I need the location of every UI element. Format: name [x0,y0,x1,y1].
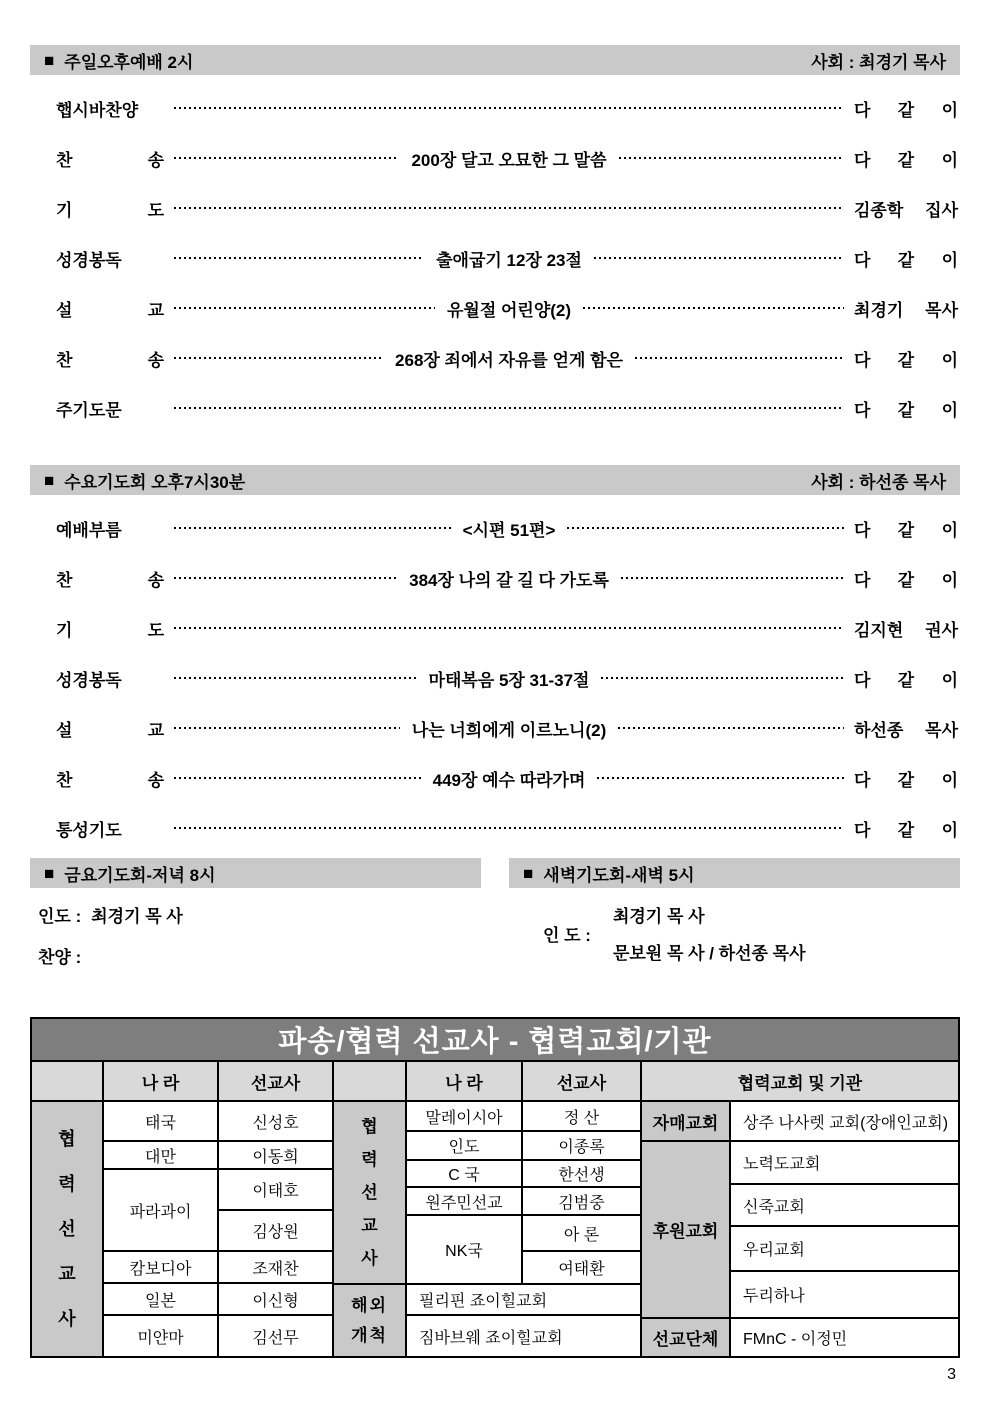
leader-name: 문보원 목 사 / 하선종 목사 [612,944,806,963]
missionary-cell: 조재찬 [219,1252,334,1284]
header-country-a: 나 라 [104,1062,219,1102]
service-item-value: 다 같 이 [854,250,959,270]
missionary-cell: 아 론 [523,1216,642,1252]
service-item [30,83,960,133]
dotted-leader [174,527,451,529]
dotted-leader [174,157,399,159]
dotted-leader [635,357,844,359]
service-item-value: 최경기 목사 [854,300,959,320]
service-item-label: 주기도문 [56,400,122,420]
dotted-leader [597,777,844,779]
partner-value-cell: 노력도교회 [731,1142,958,1185]
service-item-label: 찬 송 [56,150,164,170]
dotted-leader [174,577,397,579]
service-item-label: 기 도 [56,200,164,220]
leader-name: 최경기 목 사 [91,907,183,926]
mission-table-body [32,1102,958,1356]
partner-value-cell: 두리하나 [731,1272,958,1319]
service-item [30,553,960,603]
service-item-center: 출애굽기 12장 23절 [436,250,582,270]
missionary-cell: 김상원 [219,1211,334,1252]
dotted-leader [174,307,435,309]
praise-label: 찬양 : [38,948,82,967]
service-item-label: 통성기도 [56,820,122,840]
dotted-leader [174,107,844,109]
service-item-value: 다 같 이 [854,670,959,690]
missionary-cell: 김선무 [219,1316,334,1356]
dotted-leader [174,677,417,679]
dotted-leader [174,727,400,729]
friday-leader-line [38,902,481,927]
leader-name: 최경기 목 사 [612,907,705,926]
header-country-b: 나 라 [407,1062,523,1102]
dotted-leader [618,727,844,729]
group-b-label: 협력선교사 [334,1102,407,1285]
leader-label: 인도 : [38,907,82,926]
service-item-label: 찬 송 [56,570,164,590]
mission-table-header [32,1062,958,1102]
service-item-label: 성경봉독 [56,670,122,690]
dawn-leader-lines [613,902,806,964]
service-item-center: 384장 나의 갈 길 다 가도록 [409,570,609,590]
service-item-label: 예배부름 [56,520,122,540]
section-title-group [44,468,245,493]
missionary-cell: 이종록 [523,1132,642,1161]
service-item [30,503,960,553]
service-item-label: 찬 송 [56,350,164,370]
service-item-value: 다 같 이 [854,400,958,420]
country-cell: 캄보디아 [104,1252,219,1284]
section-marker-icon: ■ [44,470,55,490]
header-blank-a [32,1062,104,1102]
section-title: 금요기도회-저녁 8시 [64,865,216,885]
partner-category-cell: 선교단체 [642,1319,731,1356]
dotted-leader [174,827,844,829]
service-item [30,653,960,703]
prayer-meetings-row [30,858,960,984]
partner-value-cell: 신죽교회 [731,1185,958,1227]
dotted-leader [621,577,844,579]
planting-church-cell: 필리핀 죠이힐교회 [407,1285,642,1316]
section-title: 수요기도회 오후7시30분 [64,472,246,492]
section-title-group [44,861,216,886]
dotted-leader [174,627,844,629]
service-item [30,383,960,433]
service-item [30,283,960,333]
missionary-group-a [32,1102,334,1356]
dawn-prayer-box [509,858,960,984]
country-cell: NK국 [407,1216,523,1285]
service-item-label: 찬 송 [56,770,164,790]
dawn-prayer-content [509,888,960,964]
service-item-label: 햅시바찬양 [56,100,139,120]
header-partner: 협력교회 및 기관 [642,1062,958,1102]
section-header-dawn-prayer [509,858,960,888]
header-blank-b [334,1062,407,1102]
section-title: 주일오후예배 2시 [64,52,194,72]
section-marker-icon: ■ [523,863,534,883]
missionary-cell: 한선생 [523,1161,642,1188]
country-cell: 원주민선교 [407,1188,523,1216]
sunday-afternoon-service-list [30,75,960,433]
service-item-center: 마태복음 5장 31-37절 [428,670,590,690]
partner-category-cell: 후원교회 [642,1142,731,1319]
planting-church-cell: 짐바브웨 죠이힐교회 [407,1316,642,1356]
missionary-cell: 이동희 [219,1142,334,1170]
service-item [30,183,960,233]
country-cell: 태국 [104,1102,219,1142]
service-item-center: 나는 너희에게 이르노니(2) [411,720,607,740]
partner-group [642,1102,958,1356]
missionary-group-b [334,1102,642,1356]
service-item-label: 설 교 [56,300,164,320]
wednesday-prayer-service-list [30,495,960,853]
mission-table-title: 파송/협력 선교사 - 협력교회/기관 [32,1019,958,1062]
country-cell: 파라과이 [104,1170,219,1252]
service-item-value: 다 같 이 [854,150,958,170]
country-cell: 인도 [407,1132,523,1161]
dotted-leader [583,307,844,309]
service-item [30,133,960,183]
service-item-value: 하선종 목사 [854,720,959,740]
service-item [30,333,960,383]
service-item-center: 유월절 어린양(2) [446,300,572,320]
section-presider: 사회 : 최경기 목사 [811,52,946,72]
dotted-leader [594,257,844,259]
header-missionary-b: 선교사 [523,1062,642,1102]
missionary-cell: 김범중 [523,1188,642,1216]
dotted-leader [619,157,844,159]
service-item-value: 김지현 권사 [854,620,958,640]
service-item-value: 다 같 이 [854,820,958,840]
service-item-center: 449장 예수 따라가며 [432,770,586,790]
partner-value-cell: 우리교회 [731,1227,958,1272]
section-title-group [523,861,695,886]
country-cell: C 국 [407,1161,523,1188]
missionary-cell: 여태환 [523,1252,642,1285]
partner-value-cell: 상주 나사렛 교회(장애인교회) [731,1102,958,1142]
missionary-cell: 이신형 [219,1284,334,1316]
service-item [30,233,960,283]
header-missionary-a: 선교사 [219,1062,334,1102]
missionary-cell: 신성호 [219,1102,334,1142]
service-item-value: 다 같 이 [854,100,958,120]
service-item [30,753,960,803]
section-presider: 사회 : 하선종 목사 [811,472,946,492]
friday-prayer-box [30,858,481,984]
service-item-center: 200장 달고 오묘한 그 말씀 [411,150,607,170]
dotted-leader [174,357,383,359]
missionary-cell: 이태호 [219,1170,334,1211]
group-a-label: 협력선교사 [32,1102,104,1356]
dotted-leader [601,677,844,679]
dotted-leader [174,257,424,259]
service-item-center: <시편 51편> [462,520,556,540]
country-cell: 일본 [104,1284,219,1316]
service-item-center: 268장 죄에서 자유를 얻게 함은 [395,350,623,370]
dotted-leader [174,777,421,779]
section-header-sunday-afternoon [30,45,960,75]
section-header-wednesday-prayer [30,465,960,495]
service-item-value: 다 같 이 [854,770,959,790]
missionary-cell: 정 산 [523,1102,642,1132]
friday-prayer-content [30,888,481,968]
dotted-leader [174,207,844,209]
service-item-label: 성경봉독 [56,250,122,270]
friday-praise-line [38,943,481,968]
leader-label: 인 도 : [543,925,591,945]
dotted-leader [567,527,844,529]
service-item [30,603,960,653]
country-cell: 대만 [104,1142,219,1170]
section-marker-icon: ■ [44,50,55,70]
service-item [30,703,960,753]
partner-value-cell: FMnC - 이정민 [743,1331,848,1348]
partner-category-cell: 자매교회 [642,1102,731,1142]
page-number: 3 [947,1366,956,1383]
section-title-group [44,48,193,73]
section-header-friday-prayer [30,858,481,888]
dotted-leader [174,407,844,409]
country-cell: 미얀마 [104,1316,219,1356]
service-item-label: 설 교 [56,720,164,740]
group-b-label2: 해외개척 [334,1285,407,1356]
service-item-value: 다 같 이 [854,570,958,590]
service-item-label: 기 도 [56,620,164,640]
service-item-value: 다 같 이 [854,350,958,370]
mission-table [30,1017,960,1358]
country-cell: 말레이시아 [407,1102,523,1132]
service-item-value: 김종학 집사 [854,200,958,220]
service-item [30,803,960,853]
section-marker-icon: ■ [44,863,55,883]
section-title: 새벽기도회-새벽 5시 [543,865,695,885]
service-item-value: 다 같 이 [854,520,959,540]
